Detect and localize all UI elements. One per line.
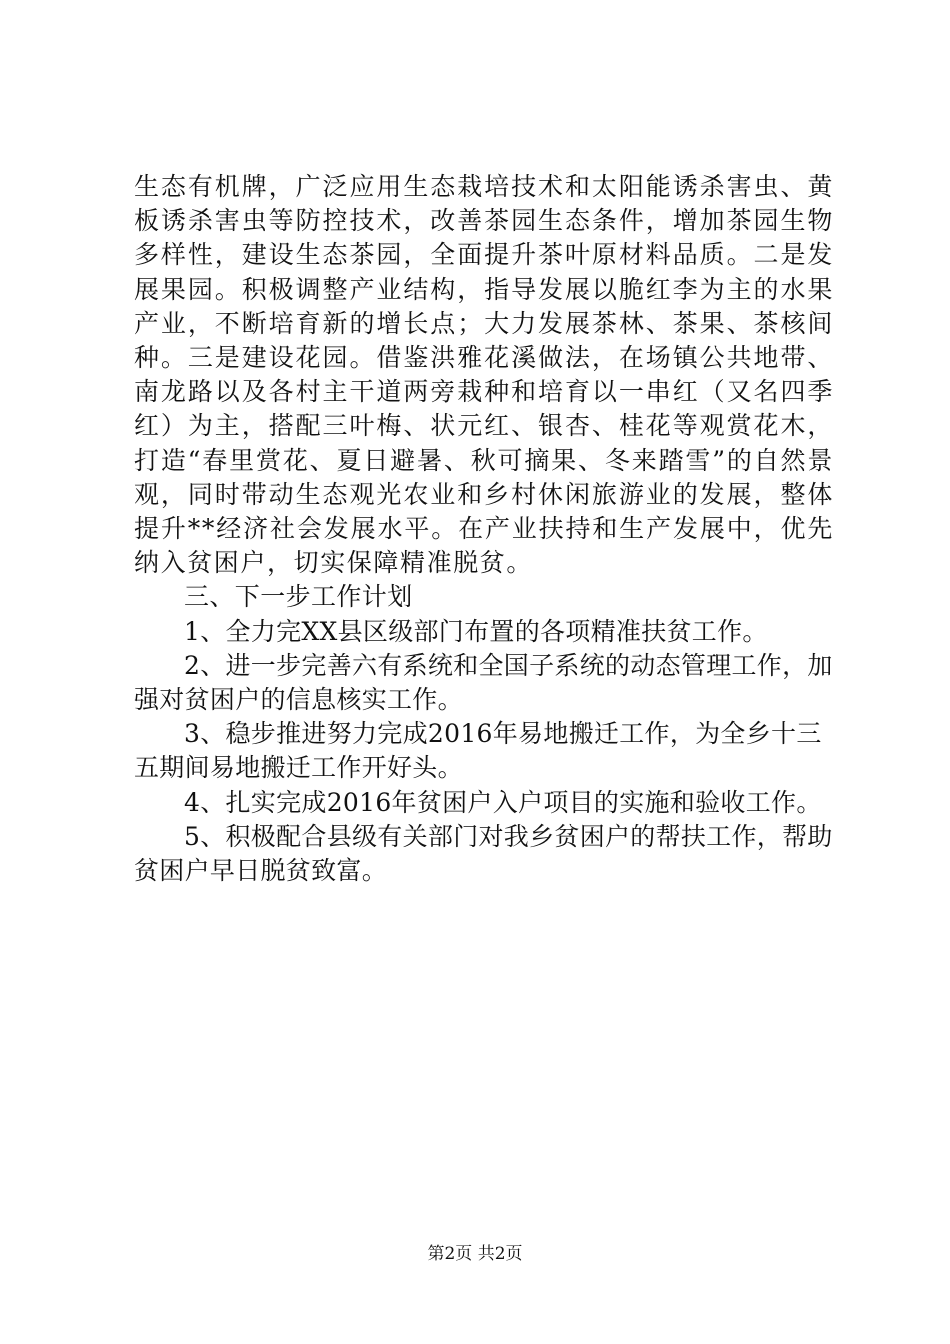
- document-body: [134, 170, 834, 888]
- plan-item-3: 3、稳步推进努力完成2016年易地搬迁工作，为全乡十三五期间易地搬迁工作开好头。: [134, 719, 822, 783]
- page-number-footer: 第2页 共2页: [427, 1244, 523, 1264]
- plan-item-5: 5、积极配合县级有关部门对我乡贫困户的帮扶工作，帮助贫困户早日脱贫致富。: [134, 821, 833, 886]
- continuation-paragraph: 生态有机牌，广泛应用生态栽培技术和太阳能诱杀害虫、黄板诱杀害虫等防控技术，改善茶园生态条件，增加茶园生物多样性，建设生态茶园，全面提升茶叶原材料品质。二是发展果园。积极调整产业结构，指导发展以脆红李为主的水果产业，不断培育新的增长点；大力发展茶林、茶果、茶核间种。三是建设花园。借鉴洪雅花溪做法，在场镇公共地带、南龙路以及各村主干道两旁栽种和培育以一串红（又名四季红）为主，搭配三叶梅、状元红、银杏、桂花等观赏花木，打造“春里赏花、夏日避暑、秋可摘果、冬来踏雪”的自然景观，同时带动生态观光农业和乡村休闲旅游业的发展，整体提升**经济社会发展水平。在产业扶持和生产发展中，优先纳入贫困户，切实保障精准脱贫。: [134, 172, 834, 578]
- section-heading: 三、下一步工作计划: [184, 582, 413, 612]
- plan-item-4: 4、扎实完成2016年贫困户入户项目的实施和验收工作。: [184, 787, 822, 817]
- plan-item-2: 2、进一步完善六有系统和全国子系统的动态管理工作，加强对贫困户的信息核实工作。: [134, 650, 833, 715]
- plan-item-1: 1、全力完XX县区级部门布置的各项精准扶贫工作。: [184, 616, 768, 646]
